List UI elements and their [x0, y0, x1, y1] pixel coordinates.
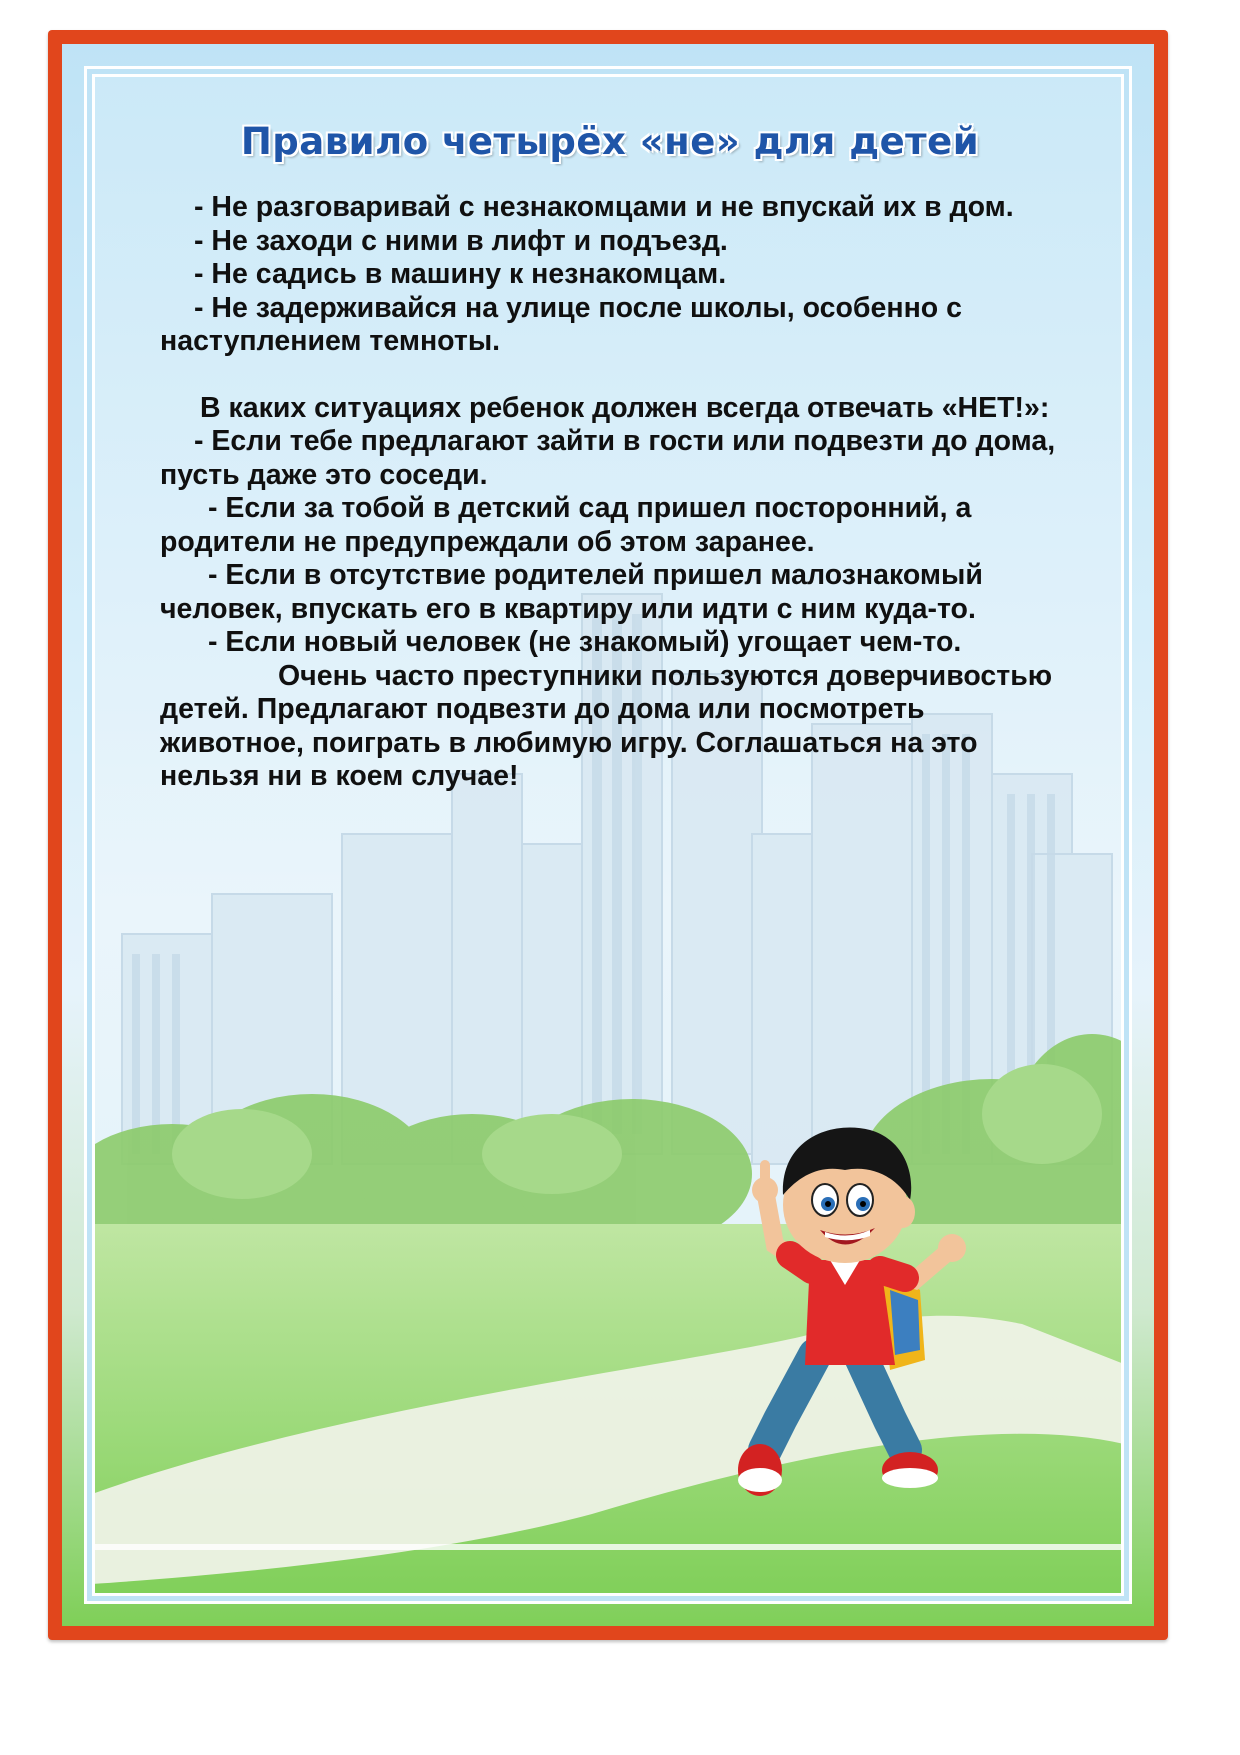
situation-3: - Если в отсутствие родителей пришел малознакомый человек, впускать его в квартиру или идти с ним куда-то. — [160, 559, 983, 625]
page-title: Правило четырёх «не» для детей — [240, 120, 980, 163]
rule-1: - Не разговаривай с незнакомцами и не впускай их в дом. — [194, 191, 1014, 223]
poster-text — [160, 120, 1060, 794]
boy-character-illustration — [720, 1120, 980, 1510]
situation-1: - Если тебе предлагают зайти в гости или подвезти до дома, пусть даже это соседи. — [160, 425, 1056, 491]
rule-4: - Не задерживайся на улице после школы, особенно с наступлением темноты. — [160, 291, 962, 357]
rule-3: - Не садись в машину к незнакомцам. — [194, 258, 727, 290]
closing-paragraph: Очень часто преступники пользуются доверчивостью детей. Предлагают подвезти до дома или посмотреть животное, поиграть в любимую игру. Соглашаться на это нельзя ни в коем случае! — [160, 659, 1053, 792]
situation-4: - Если новый человек (не знакомый) угощает чем-то. — [208, 626, 962, 658]
situation-2: - Если за тобой в детский сад пришел посторонний, а родители не предупреждали об этом заранее. — [160, 492, 972, 558]
rule-2: - Не заходи с ними в лифт и подъезд. — [194, 224, 728, 257]
situations-heading: В каких ситуациях ребенок должен всегда отвечать «НЕТ!»: — [200, 391, 1050, 424]
